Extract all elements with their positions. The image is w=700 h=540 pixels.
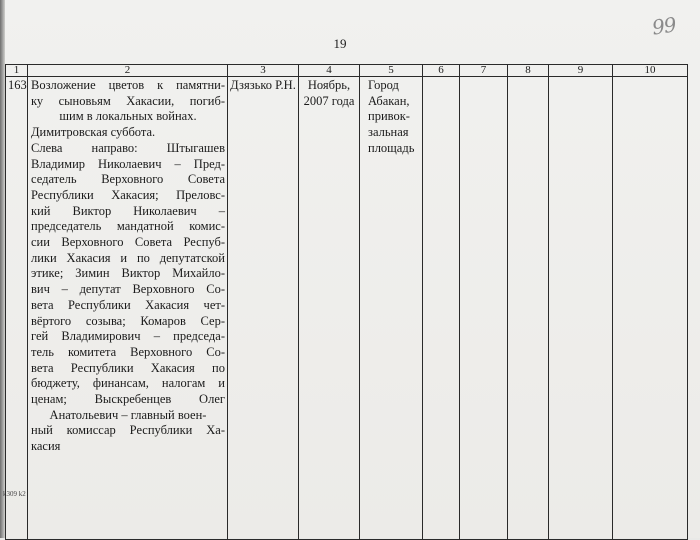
handwritten-page-number: 99	[650, 12, 678, 40]
table-row	[6, 77, 688, 540]
column-header-4: 4	[299, 65, 360, 77]
description-line: председатель мандатной комис-	[31, 219, 225, 234]
description-line: седатель Верховного Совета	[31, 172, 225, 187]
description-line: Слева направо: Штыгашев	[31, 140, 225, 155]
column-header-2: 2	[28, 65, 228, 77]
description-line: вёртого созыва; Комаров Сер-	[31, 313, 225, 328]
column-6-cell	[423, 77, 460, 540]
place-line: Город	[368, 78, 399, 92]
description-line: кий Виктор Николаевич –	[31, 203, 225, 218]
description-line: шим в локальных войнах.	[59, 109, 197, 124]
description-line: бюджету, финансам, налогам и	[31, 376, 225, 391]
description-line: Анатольевич – главный воен-	[49, 407, 207, 422]
column-header-9: 9	[549, 65, 613, 77]
description-line: этике; Зимин Виктор Михайло-	[31, 266, 225, 281]
column-header-3: 3	[228, 65, 299, 77]
place-cell	[360, 77, 423, 540]
description-line: Возложение цветов к памятни-	[31, 78, 225, 92]
description-line: ценам; Выскребенцев Олег	[31, 392, 225, 407]
description-line: гей Владимирович – председа-	[31, 329, 225, 344]
description-line: вета Республики Хакасия по	[31, 360, 225, 375]
column-header-row	[6, 65, 688, 77]
description-line: тель комитета Верховного Со-	[31, 344, 225, 359]
date-line: Ноябрь,	[307, 78, 351, 92]
column-header-7: 7	[460, 65, 508, 77]
description-cell	[28, 77, 228, 540]
description-line: Димитровская суббота.	[31, 125, 156, 140]
page-number: 19	[333, 36, 347, 51]
column-header-6: 6	[423, 65, 460, 77]
description-line: касия	[31, 439, 61, 454]
description-line: ку сыновьям Хакасии, погиб-	[31, 93, 225, 108]
date-cell	[299, 77, 360, 540]
description-line: вета Республики Хакасия чет-	[31, 297, 225, 312]
corner-code: k309 k2	[3, 490, 26, 498]
column-header-1: 1	[6, 65, 28, 77]
description-line: лики Хакасия и по депутатской	[31, 250, 225, 265]
description-line: Республики Хакасия; Преловс-	[31, 187, 225, 202]
author-cell: Дзязько Р.Н.	[228, 77, 299, 540]
place-line: привок-	[368, 109, 410, 124]
place-line: зальная	[368, 125, 409, 140]
column-header-10: 10	[613, 65, 688, 77]
description-line: Владимир Николаевич – Пред-	[31, 156, 225, 171]
description-line: сии Верховного Совета Респуб-	[31, 235, 225, 250]
column-header-8: 8	[508, 65, 549, 77]
description-line: ный комиссар Республики Ха-	[31, 423, 225, 438]
column-9-cell	[549, 77, 613, 540]
column-8-cell	[508, 77, 549, 540]
column-header-5: 5	[360, 65, 423, 77]
place-line: площадь	[368, 140, 415, 155]
inventory-table	[5, 64, 688, 540]
date-line: 2007 года	[303, 93, 355, 108]
place-line: Абакан,	[368, 93, 410, 108]
column-7-cell	[460, 77, 508, 540]
row-number: 163	[6, 77, 28, 540]
column-10-cell	[613, 77, 688, 540]
description-line: вич – депутат Верховного Со-	[31, 282, 225, 297]
